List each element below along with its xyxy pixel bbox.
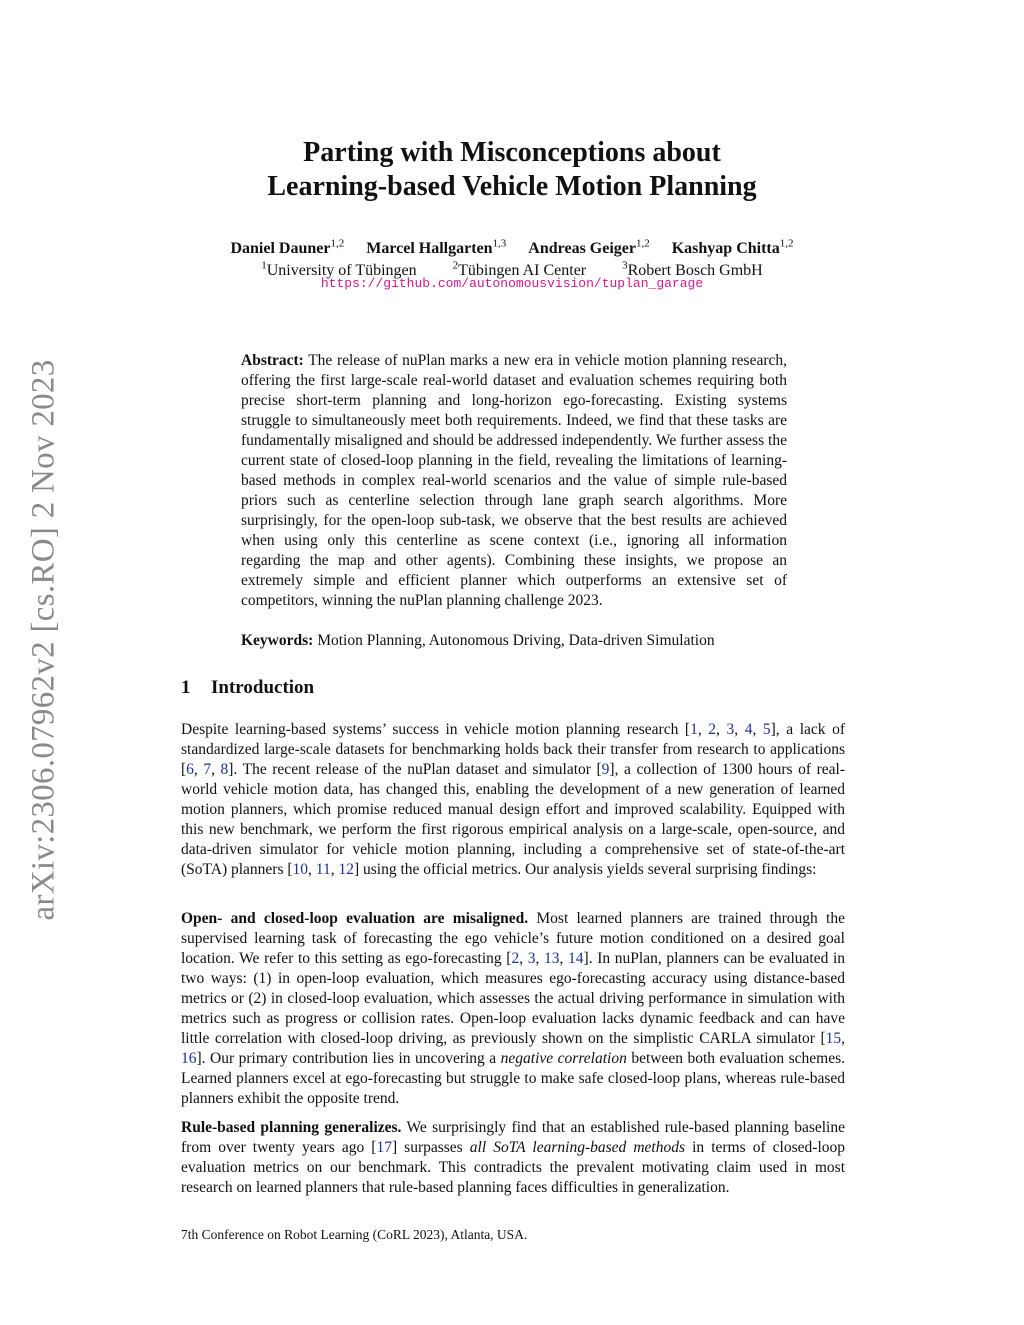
abstract-label: Abstract: [241,352,304,369]
section-title: Introduction [211,677,315,698]
citation-link[interactable]: 6 [186,761,194,778]
citation-link[interactable]: 14 [568,950,584,967]
citation-link[interactable]: 7 [203,761,212,778]
citation-link[interactable]: 10 [292,861,309,878]
author: Kashyap Chitta$^{1,2}$ [671,238,794,258]
author: Marcel Hallgarten$^{1,3}$ [366,238,507,258]
keywords-label: Keywords: [241,632,314,649]
citation-link[interactable]: 1 [690,721,698,738]
section-heading [181,677,314,699]
citation-link[interactable]: 12 [338,861,354,878]
paragraph-lead: Rule-based planning generalizes. [181,1119,402,1136]
paper-title [160,136,864,204]
author: Daniel Dauner$^{1,2}$ [230,238,345,258]
citation-link[interactable]: 2 [708,721,717,738]
conference-footnote: 7th Conference on Robot Learning (CoRL 2023), Atlanta, USA. [181,1227,528,1242]
citation-link[interactable]: 2 [511,950,520,967]
affiliation: $^1$University of Tübingen [261,260,417,280]
citation-link[interactable]: 13 [544,950,560,967]
citation-link[interactable]: 17 [376,1139,392,1156]
citation-link[interactable]: 8 [220,761,229,778]
emphasis: negative correlation [500,1050,627,1067]
abstract-text: The release of nuPlan marks a new era in vehicle motion planning research, offering the first large-scale real-world dataset and evaluation schemes requiring both precise short-term planning and long-horizon ego-forecasting. Existing systems struggle to simultaneously meet both requirements. Indeed, we find that these tasks are fundamentally misaligned and should be addressed independently. We further assess the current state of closed-loop planning in the field, revealing the limitations of learning-based methods in complex real-world scenarios and the value of simple rule-based priors such as centerline selection through lane graph search algorithms. More surprisingly, for the open-loop sub-task, we observe that the best results are achieved when using only this centerline as scene context (i.e., ignoring all information regarding the map and other agents). Combining these insights, we propose an extremely simple and efficient planner which outperforms an extensive set of competitors, winning the nuPlan planning challenge 2023. [241,352,787,609]
citation-link[interactable]: 3 [726,721,735,738]
affiliation: $^2$Tübingen AI Center [452,260,587,280]
intro-paragraph-2: Open- and closed-loop evaluation are misaligned. Most learned planners are trained through the supervised learning task of forecasting the ego vehicle’s future motion conditioned on a desired goal location. We refer to this setting as ego-forecasting [2, 3, 13, 14]. In nuPlan, planners can be evaluated in two ways: (1) in open-loop evaluation, which measures ego-forecasting accuracy using distance-based metrics or (2) in closed-loop evaluation, which assesses the actual driving performance in simulation with metrics such as progress or collision rates. Open-loop evaluation lacks dynamic feedback and can have little correlation with closed-loop driving, as previously shown on the simplistic CARLA simulator [15, 16]. Our primary contribution lies in uncovering a negative correlation between both evaluation schemes. Learned planners excel at ego-forecasting but struggle to make safe closed-loop plans, whereas rule-based planners exhibit the opposite trend. [181,910,846,1107]
arxiv-side-label: arXiv:2306.07962v2 [cs.RO] 2 Nov 2023 [25,359,62,921]
intro-paragraph-3: Rule-based planning generalizes. We surprisingly find that an established rule-based planning baseline from over twenty years ago [17] surpasses all SoTA learning-based methods in terms of closed-loop evaluation metrics on our benchmark. This contradicts the prevalent motivating claim used in most research on learned planners that rule-based planning faces difficulties in generalization. [181,1119,845,1196]
citation-link[interactable]: 11 [315,861,331,878]
citation-link[interactable]: 16 [181,1050,197,1067]
keywords [241,631,787,651]
paragraph-lead: Open- and closed-loop evaluation are misaligned. [181,910,529,927]
citation-link[interactable]: 15 [825,1030,842,1047]
citation-link[interactable]: 3 [527,950,536,967]
abstract [241,351,787,611]
emphasis: all SoTA learning-based methods [469,1139,686,1156]
keywords-text: Motion Planning, Autonomous Driving, Data-driven Simulation [317,632,715,649]
citation-link[interactable]: 9 [601,761,610,778]
author: Andreas Geiger$^{1,2}$ [528,238,650,258]
intro-paragraph-1: Despite learning-based systems’ success in vehicle motion planning research [1, 2, 3, 4, 5], a lack of standardized large-scale datasets for benchmarking holds back their transfer from research to applications [6, 7, 8]. The recent release of the nuPlan dataset and simulator [9], a collection of 1300 hours of real-world vehicle motion data, has changed this, enabling the development of a new generation of learned motion planners, which promise reduced manual design effort and improved scalability. Equipped with this new benchmark, we perform the first rigorous empirical analysis on a large-scale, open-source, and data-driven simulator for vehicle motion planning, including a comprehensive set of state-of-the-art (SoTA) planners [10, 11, 12] using the official metrics. Our analysis yields several surprising findings: [181,721,846,878]
citation-link[interactable]: 4 [744,721,753,738]
citation-link[interactable]: 5 [762,721,771,738]
section-number: 1 [181,677,191,698]
affiliation: $^3$Robert Bosch GmbH [622,260,763,280]
title-line-1: Parting with Misconceptions about [303,137,721,168]
github-link[interactable]: https://github.com/autonomousvision/tuplan_garage [320,276,704,291]
title-line-2: Learning-based Vehicle Motion Planning [267,171,757,202]
